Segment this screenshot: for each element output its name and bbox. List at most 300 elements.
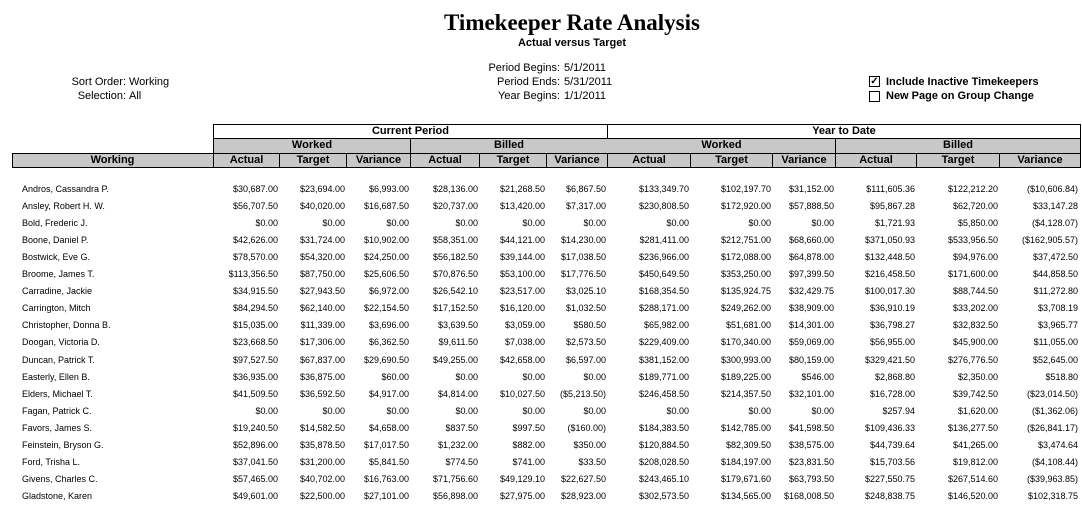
table-row	[0, 372, 1082, 389]
timekeeper-name: Favors, James S.	[22, 422, 93, 433]
timekeeper-name: Feinstein, Bryson G.	[22, 439, 104, 450]
cell-ytd-billed-target: $2,350.00	[957, 371, 998, 382]
cell-ytd-billed-target: $41,265.00	[952, 439, 998, 450]
cell-cp-billed-actual: $17,152.50	[432, 303, 478, 314]
cell-cp-worked-variance: $29,690.50	[363, 354, 409, 365]
cell-ytd-worked-actual: $0.00	[666, 405, 689, 416]
cell-cp-billed-target: $27,975.00	[499, 490, 545, 501]
table-row	[0, 406, 1082, 423]
cell-ytd-worked-actual: $281,411.00	[639, 235, 689, 246]
cell-cp-worked-actual: $52,896.00	[232, 439, 278, 450]
table-row	[0, 286, 1082, 303]
col-sep	[835, 153, 836, 167]
timekeeper-name: Broome, James T.	[22, 269, 95, 280]
cell-ytd-worked-target: $249,262.00	[720, 303, 771, 314]
col-sep	[213, 153, 214, 167]
cell-ytd-worked-actual: $243,465.10	[638, 473, 689, 484]
sort-order-label: Sort Order:	[71, 76, 126, 88]
cell-ytd-billed-target: $1,620.00	[957, 405, 998, 416]
cell-ytd-billed-variance: ($4,108.44)	[1031, 456, 1078, 467]
cell-ytd-billed-actual: $1,721.93	[874, 218, 915, 229]
cell-ytd-billed-variance: $33,147.28	[1032, 201, 1078, 212]
cell-ytd-worked-target: $51,681.00	[725, 320, 771, 331]
cell-cp-billed-target: $21,268.50	[499, 184, 545, 194]
cell-ytd-worked-target: $0.00	[748, 405, 771, 416]
cell-cp-worked-actual: $113,356.50	[228, 269, 278, 280]
col-sep	[546, 153, 547, 167]
cell-ytd-billed-variance: $3,965.77	[1037, 320, 1078, 331]
cell-cp-worked-target: $14,582.50	[299, 422, 345, 433]
col-ytd-billed-variance: Variance	[1017, 154, 1063, 166]
cell-cp-worked-target: $40,020.00	[299, 201, 345, 212]
cell-cp-billed-variance: $2,573.50	[565, 337, 606, 348]
cell-cp-worked-variance: $4,658.00	[368, 422, 409, 433]
cell-ytd-worked-variance: $68,660.00	[788, 235, 834, 246]
period-ends-value: 5/31/2011	[564, 76, 613, 88]
cell-ytd-worked-target: $82,309.50	[725, 439, 771, 450]
cell-cp-worked-target: $31,200.00	[299, 456, 345, 467]
year-begins-value: 1/1/2011	[564, 90, 607, 102]
timekeeper-name: Easterly, Ellen B.	[22, 371, 90, 382]
cell-ytd-billed-actual: $95,867.28	[869, 201, 915, 212]
col-sep	[1080, 153, 1081, 167]
cell-ytd-worked-variance: $57,888.50	[788, 201, 834, 212]
cell-cp-worked-target: $35,878.50	[299, 439, 345, 450]
col-ytd-billed-actual: Actual	[859, 154, 893, 166]
cell-cp-worked-actual: $56,707.50	[232, 201, 278, 212]
cell-ytd-billed-actual: $227,550.75	[864, 473, 915, 484]
cell-cp-worked-variance: $17,017.50	[363, 439, 409, 450]
cell-ytd-worked-actual: $302,573.50	[638, 490, 689, 501]
cell-cp-billed-actual: $26,542.10	[432, 286, 478, 297]
cell-cp-worked-target: $0.00	[322, 405, 345, 416]
cell-cp-worked-target: $31,724.00	[299, 235, 345, 246]
cell-cp-worked-actual: $41,509.50	[232, 388, 278, 399]
cell-cp-billed-target: $39,144.00	[499, 252, 545, 263]
table-row	[0, 491, 1082, 508]
cell-ytd-billed-target: $39,742.50	[952, 388, 998, 399]
cell-cp-billed-target: $0.00	[522, 371, 545, 382]
cell-ytd-worked-actual: $288,171.00	[638, 303, 689, 314]
cell-ytd-worked-actual: $189,771.00	[638, 371, 689, 382]
cell-cp-billed-actual: $837.50	[445, 422, 478, 433]
cell-cp-billed-target: $0.00	[522, 218, 545, 229]
cell-ytd-billed-actual: $329,421.50	[864, 354, 915, 365]
cell-cp-billed-target: $42,658.00	[499, 354, 545, 365]
cell-cp-billed-actual: $0.00	[455, 405, 478, 416]
cell-ytd-billed-target: $45,900.00	[952, 337, 998, 348]
cell-ytd-billed-target: $94,976.00	[952, 252, 998, 263]
cell-ytd-billed-target: $19,812.00	[952, 456, 998, 467]
table-row	[0, 184, 1082, 201]
cell-ytd-worked-target: $134,565.00	[720, 490, 771, 501]
cell-cp-billed-actual: $70,876.50	[432, 269, 478, 280]
cell-ytd-worked-variance: $31,152.00	[788, 184, 834, 194]
cell-cp-worked-actual: $49,601.00	[232, 490, 278, 501]
col-sep	[999, 153, 1000, 167]
cell-ytd-billed-variance: ($26,841.17)	[1026, 422, 1078, 433]
billed-header-ytd: Billed	[943, 139, 973, 151]
cell-cp-worked-target: $67,837.00	[299, 354, 345, 365]
report-subtitle: Actual versus Target	[517, 37, 626, 49]
timekeeper-name: Carrington, Mitch	[22, 303, 91, 314]
cell-cp-billed-target: $7,038.00	[504, 337, 545, 348]
cell-cp-worked-actual: $15,035.00	[232, 320, 278, 331]
cell-ytd-billed-variance: $518.80	[1045, 371, 1078, 382]
cell-ytd-worked-variance: $168,008.50	[783, 490, 834, 501]
timekeeper-name: Elders, Michael T.	[22, 388, 93, 399]
cell-ytd-billed-target: $33,202.00	[952, 303, 998, 314]
cell-cp-billed-variance: ($160.00)	[567, 422, 606, 433]
cell-ytd-worked-target: $0.00	[748, 218, 771, 229]
cell-cp-worked-variance: $0.00	[386, 218, 409, 229]
cell-cp-worked-target: $11,339.00	[300, 320, 345, 331]
cell-cp-billed-variance: $350.00	[573, 439, 606, 450]
cell-cp-worked-variance: $5,841.50	[368, 456, 409, 467]
cell-cp-worked-actual: $37,041.50	[232, 456, 278, 467]
cell-ytd-billed-actual: $56,955.00	[869, 337, 915, 348]
cell-cp-worked-variance: $4,917.00	[368, 388, 409, 399]
period-begins-value: 5/1/2011	[564, 62, 607, 74]
cell-ytd-worked-actual: $230,808.50	[638, 201, 689, 212]
cell-cp-billed-actual: $1,232.00	[437, 439, 478, 450]
table-row	[0, 320, 1082, 337]
cell-cp-billed-actual: $58,351.00	[432, 235, 478, 246]
col-ytd-worked-actual: Actual	[632, 154, 666, 166]
cell-cp-worked-target: $17,306.00	[299, 337, 345, 348]
cell-ytd-billed-actual: $100,017.30	[864, 286, 915, 297]
cell-cp-billed-variance: $3,025.10	[565, 286, 606, 297]
cell-cp-billed-variance: $6,597.00	[565, 354, 606, 365]
cell-cp-worked-target: $23,694.00	[299, 184, 345, 194]
cell-ytd-billed-target: $136,277.50	[947, 422, 998, 433]
cell-ytd-billed-variance: ($1,362.06)	[1031, 405, 1078, 416]
cell-ytd-billed-variance: $52,645.00	[1032, 354, 1078, 365]
cell-ytd-worked-actual: $450,649.50	[638, 269, 689, 280]
timekeeper-name: Boone, Daniel P.	[22, 235, 89, 246]
col-cp-billed-actual: Actual	[428, 154, 462, 166]
cell-cp-billed-target: $997.50	[512, 422, 545, 433]
timekeeper-name: Andros, Cassandra P.	[22, 184, 109, 194]
cell-ytd-billed-variance: $11,055.00	[1033, 337, 1078, 348]
cell-ytd-worked-target: $353,250.00	[720, 269, 771, 280]
cell-ytd-worked-actual: $229,409.00	[638, 337, 689, 348]
cell-cp-billed-target: $882.00	[512, 439, 545, 450]
cell-ytd-worked-actual: $208,028.50	[638, 456, 689, 467]
timekeeper-name: Gladstone, Karen	[22, 490, 93, 501]
table-row	[0, 269, 1082, 286]
report-title: Timekeeper Rate Analysis	[444, 10, 700, 35]
cell-ytd-billed-actual: $248,838.75	[864, 490, 915, 501]
cell-cp-worked-variance: $22,154.50	[363, 303, 409, 314]
timekeeper-name: Fagan, Patrick C.	[22, 405, 92, 416]
cell-ytd-worked-variance: $23,831.50	[788, 456, 834, 467]
cell-cp-worked-actual: $30,687.00	[232, 184, 278, 194]
selection-value: All	[129, 90, 142, 102]
cell-cp-worked-actual: $36,935.00	[232, 371, 278, 382]
cell-ytd-worked-variance: $97,399.50	[788, 269, 834, 280]
col-sep	[12, 153, 13, 167]
table-row	[0, 252, 1082, 269]
cell-ytd-worked-target: $179,671.60	[720, 473, 771, 484]
cell-ytd-worked-actual: $120,884.50	[638, 439, 689, 450]
cell-ytd-billed-actual: $132,448.50	[864, 252, 915, 263]
cell-cp-worked-variance: $0.00	[386, 405, 409, 416]
cell-ytd-billed-target: $171,600.00	[947, 269, 998, 280]
table-row	[0, 423, 1082, 440]
cell-ytd-billed-actual: $44,739.64	[869, 439, 915, 450]
cell-cp-billed-target: $10,027.50	[499, 388, 545, 399]
col-sep	[772, 153, 773, 167]
cell-cp-worked-actual: $84,294.50	[232, 303, 278, 314]
cell-ytd-billed-actual: $109,436.33	[864, 422, 915, 433]
worked-header-current: Worked	[291, 139, 333, 151]
cell-cp-billed-variance: $580.50	[573, 320, 606, 331]
check-icon: ✓	[870, 76, 879, 87]
column-header-bottom-rule	[12, 167, 1081, 168]
cell-cp-billed-actual: $56,182.50	[432, 252, 478, 263]
cell-cp-billed-actual: $774.50	[445, 456, 478, 467]
col-sep	[607, 153, 608, 167]
cell-cp-worked-variance: $10,902.00	[363, 235, 409, 246]
table-row	[0, 235, 1082, 252]
timekeeper-name: Ansley, Robert H. W.	[22, 201, 105, 212]
cell-cp-billed-actual: $3,639.50	[437, 320, 478, 331]
cell-cp-billed-variance: $6,867.50	[565, 184, 606, 194]
col-cp-worked-actual: Actual	[229, 154, 264, 166]
cell-cp-billed-target: $16,120.00	[499, 303, 545, 314]
cell-cp-worked-variance: $6,972.00	[368, 286, 409, 297]
cell-cp-worked-variance: $6,993.00	[368, 184, 409, 194]
cell-ytd-worked-target: $170,340.00	[720, 337, 771, 348]
cell-ytd-worked-actual: $0.00	[666, 218, 689, 229]
cell-ytd-worked-actual: $184,383.50	[638, 422, 689, 433]
cell-cp-billed-target: $3,059.00	[504, 320, 545, 331]
cell-cp-billed-actual: $0.00	[455, 218, 478, 229]
cell-ytd-worked-target: $214,357.50	[720, 388, 771, 399]
cell-ytd-billed-actual: $216,458.50	[864, 269, 915, 280]
cell-cp-worked-actual: $78,570.00	[232, 252, 278, 263]
cell-cp-worked-actual: $0.00	[255, 405, 278, 416]
col-ytd-worked-target: Target	[715, 154, 748, 166]
cell-cp-worked-actual: $23,668.50	[232, 337, 278, 348]
billed-header-current: Billed	[494, 139, 524, 151]
cell-ytd-billed-variance: $102,318.75	[1027, 490, 1078, 501]
cell-ytd-worked-variance: $0.00	[811, 405, 834, 416]
cell-ytd-worked-variance: $38,909.00	[788, 303, 834, 314]
cell-ytd-billed-variance: $37,472.50	[1032, 252, 1078, 263]
table-row	[0, 303, 1082, 320]
cell-ytd-billed-variance: ($23,014.50)	[1026, 388, 1078, 399]
cell-ytd-worked-actual: $168,354.50	[638, 286, 689, 297]
cell-ytd-billed-variance: $11,272.80	[1033, 286, 1078, 297]
cell-cp-billed-variance: $7,317.00	[565, 201, 606, 212]
col-cp-billed-variance: Variance	[554, 154, 600, 166]
timekeeper-name: Carradine, Jackie	[22, 286, 93, 297]
cell-ytd-billed-target: $122,212.20	[947, 184, 998, 194]
timekeeper-name: Bostwick, Eve G.	[22, 252, 91, 263]
table-row	[0, 457, 1082, 474]
cell-ytd-billed-actual: $15,703.56	[869, 456, 915, 467]
cell-ytd-billed-actual: $257.94	[882, 405, 915, 416]
col-ytd-billed-target: Target	[941, 154, 975, 166]
cell-cp-worked-variance: $6,362.50	[368, 337, 409, 348]
cell-ytd-billed-target: $62,720.00	[952, 201, 998, 212]
cell-ytd-worked-target: $172,088.00	[720, 252, 771, 263]
cell-cp-worked-variance: $24,250.00	[363, 252, 409, 263]
cell-ytd-billed-actual: $2,868.80	[874, 371, 915, 382]
timekeeper-name: Doogan, Victoria D.	[22, 337, 100, 348]
cell-ytd-billed-variance: $3,474.64	[1037, 439, 1078, 450]
cell-cp-worked-target: $36,592.50	[299, 388, 345, 399]
col-working: Working	[90, 154, 135, 166]
col-sep	[479, 153, 480, 167]
timekeeper-name: Ford, Trisha L.	[22, 456, 81, 467]
cell-ytd-worked-variance: $41,598.50	[788, 422, 834, 433]
cell-ytd-billed-target: $276,776.50	[947, 354, 998, 365]
current-period-header: Current Period	[371, 125, 449, 137]
period-begins-label: Period Begins:	[488, 62, 560, 74]
col-cp-worked-target: Target	[296, 154, 330, 166]
table-row	[0, 201, 1082, 218]
period-ends-label: Period Ends:	[497, 76, 560, 88]
cell-cp-worked-variance: $16,763.00	[363, 473, 409, 484]
cell-cp-billed-variance: $33.50	[578, 456, 606, 467]
cell-ytd-worked-target: $300,993.00	[720, 354, 771, 365]
cell-ytd-worked-variance: $38,575.00	[788, 439, 834, 450]
cell-ytd-billed-target: $533,956.50	[947, 235, 998, 246]
cell-ytd-worked-actual: $236,966.00	[638, 252, 689, 263]
cell-ytd-billed-variance: $44,858.50	[1032, 269, 1078, 280]
col-sep	[279, 153, 280, 167]
cell-cp-worked-target: $62,140.00	[299, 303, 345, 314]
cell-cp-billed-target: $49,129.10	[499, 473, 545, 484]
cell-cp-billed-variance: $17,776.50	[560, 269, 606, 280]
cell-ytd-worked-variance: $80,159.00	[788, 354, 834, 365]
cell-cp-worked-variance: $60.00	[381, 371, 409, 382]
cell-ytd-worked-variance: $64,878.00	[788, 252, 834, 263]
include-inactive-checkbox[interactable]	[869, 76, 880, 87]
cell-ytd-worked-target: $142,785.00	[720, 422, 771, 433]
table-row	[0, 218, 1082, 235]
cell-ytd-worked-actual: $133,349.70	[638, 184, 689, 194]
cell-cp-worked-actual: $19,240.50	[232, 422, 278, 433]
cell-ytd-worked-target: $135,924.75	[720, 286, 771, 297]
col-sep	[410, 153, 411, 167]
cell-cp-worked-actual: $0.00	[255, 218, 278, 229]
cell-cp-billed-target: $23,517.00	[499, 286, 545, 297]
cell-ytd-billed-variance: $3,708.19	[1037, 303, 1078, 314]
cell-cp-billed-actual: $9,611.50	[438, 337, 478, 348]
cell-cp-billed-variance: $0.00	[583, 405, 606, 416]
timekeeper-name: Duncan, Patrick T.	[22, 354, 95, 365]
cell-ytd-billed-target: $88,744.50	[952, 286, 998, 297]
cell-ytd-worked-variance: $32,101.00	[788, 388, 834, 399]
col-sep	[916, 153, 917, 167]
cell-cp-worked-target: $22,500.00	[299, 490, 345, 501]
timekeeper-name: Givens, Charles C.	[22, 473, 98, 484]
cell-cp-billed-target: $44,121.00	[499, 235, 545, 246]
col-ytd-worked-variance: Variance	[781, 154, 827, 166]
cell-ytd-billed-variance: ($4,128.07)	[1031, 218, 1078, 229]
table-row	[0, 389, 1082, 406]
col-sep	[346, 153, 347, 167]
cell-ytd-billed-target: $267,514.60	[947, 473, 998, 484]
cell-cp-billed-actual: $56,898.00	[432, 490, 478, 501]
cell-ytd-billed-actual: $36,798.27	[869, 320, 915, 331]
cell-cp-worked-actual: $34,915.50	[232, 286, 278, 297]
worked-header-ytd: Worked	[701, 139, 742, 151]
cell-ytd-worked-target: $102,197.70	[720, 184, 771, 194]
cell-cp-billed-variance: $14,230.00	[560, 235, 606, 246]
cell-cp-billed-actual: $71,756.60	[432, 473, 478, 484]
cell-ytd-worked-actual: $381,152.00	[638, 354, 689, 365]
cell-ytd-worked-target: $189,225.00	[720, 371, 771, 382]
table-row	[0, 440, 1082, 457]
cell-ytd-worked-variance: $59,069.00	[788, 337, 834, 348]
cell-cp-billed-actual: $49,255.00	[432, 354, 478, 365]
cell-cp-worked-target: $54,320.00	[299, 252, 345, 263]
cell-ytd-billed-target: $5,850.00	[957, 218, 998, 229]
cell-cp-worked-actual: $97,527.50	[232, 354, 278, 365]
cell-ytd-worked-actual: $246,458.50	[638, 388, 689, 399]
cell-ytd-worked-variance: $14,301.00	[788, 320, 834, 331]
cell-ytd-worked-variance: $546.00	[801, 371, 834, 382]
cell-cp-billed-variance: ($5,213.50)	[559, 388, 606, 399]
cell-cp-billed-variance: $0.00	[583, 218, 606, 229]
cell-cp-billed-actual: $20,737.00	[432, 201, 478, 212]
cell-ytd-billed-variance: ($162,905.57)	[1021, 235, 1078, 246]
cell-cp-worked-actual: $57,465.00	[232, 473, 278, 484]
col-sep	[690, 153, 691, 167]
cell-cp-billed-actual: $28,136.00	[432, 184, 478, 194]
table-row	[0, 355, 1082, 372]
cell-cp-billed-actual: $0.00	[455, 371, 478, 382]
cell-cp-billed-variance: $0.00	[583, 371, 606, 382]
cell-ytd-billed-actual: $16,728.00	[869, 388, 915, 399]
include-inactive-label: Include Inactive Timekeepers	[886, 76, 1039, 88]
year-begins-label: Year Begins:	[498, 90, 560, 102]
cell-ytd-billed-actual: $36,910.19	[869, 303, 915, 314]
new-page-checkbox[interactable]	[869, 91, 880, 102]
cell-cp-billed-target: $741.00	[512, 456, 545, 467]
timekeeper-name: Bold, Frederic J.	[22, 218, 88, 229]
timekeeper-name: Christopher, Donna B.	[22, 320, 111, 331]
cell-ytd-billed-actual: $111,605.36	[866, 184, 915, 194]
new-page-label: New Page on Group Change	[886, 90, 1034, 102]
col-cp-billed-target: Target	[496, 154, 530, 166]
cell-cp-billed-variance: $17,038.50	[560, 252, 606, 263]
cell-ytd-billed-target: $32,832.50	[952, 320, 998, 331]
cell-cp-worked-target: $87,750.00	[299, 269, 345, 280]
year-to-date-header: Year to Date	[812, 125, 876, 137]
cell-ytd-billed-variance: ($10,606.84)	[1026, 184, 1078, 194]
table-row	[0, 474, 1082, 491]
cell-cp-worked-variance: $3,696.00	[368, 320, 409, 331]
cell-cp-worked-target: $0.00	[322, 218, 345, 229]
cell-ytd-billed-target: $146,520.00	[947, 490, 998, 501]
cell-ytd-worked-variance: $32,429.75	[788, 286, 834, 297]
cell-ytd-worked-target: $212,751.00	[720, 235, 771, 246]
col-cp-worked-variance: Variance	[355, 154, 402, 166]
cell-cp-worked-target: $36,875.00	[299, 371, 345, 382]
cell-ytd-worked-variance: $0.00	[811, 218, 834, 229]
cell-cp-billed-target: $13,420.00	[499, 201, 545, 212]
cell-cp-worked-target: $40,702.00	[299, 473, 345, 484]
cell-cp-worked-actual: $42,626.00	[232, 235, 278, 246]
cell-cp-billed-variance: $28,923.00	[560, 490, 606, 501]
cell-ytd-worked-target: $172,920.00	[720, 201, 771, 212]
